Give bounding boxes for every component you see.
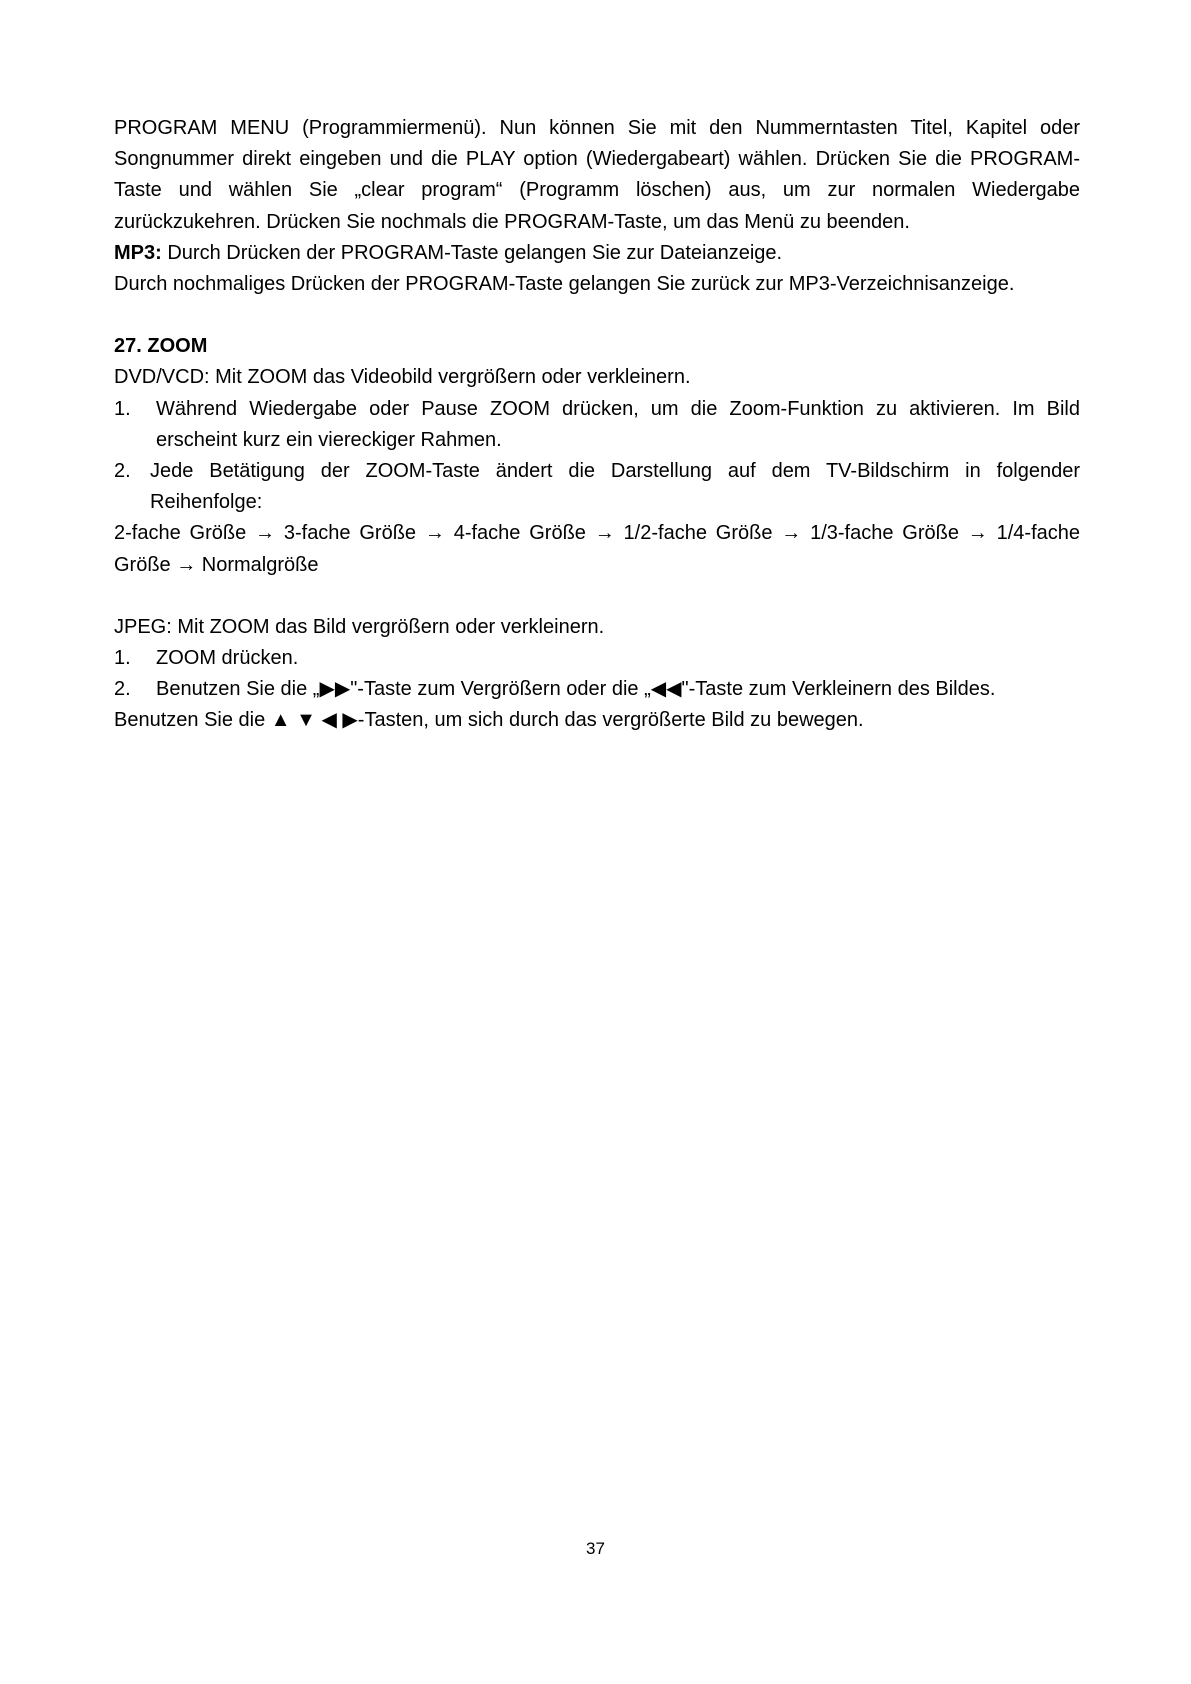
jpeg-navigation: Benutzen Sie die ▲ ▼ ◀ ▶-Tasten, um sich durch das vergrößerte Bild zu bewegen. xyxy=(114,709,864,732)
list-text: Benutzen Sie die „▶▶"-Taste zum Vergrößern oder die „◀◀"-Taste zum Verkleinern des Bildes. xyxy=(156,678,996,701)
spacer xyxy=(114,300,1080,331)
list-number: 1. xyxy=(114,647,131,670)
dvd-vcd-intro: DVD/VCD: Mit ZOOM das Videobild vergrößern oder verkleinern. xyxy=(114,366,691,389)
list-number: 2. xyxy=(114,678,131,701)
jpeg-step-2 xyxy=(114,674,1080,705)
jpeg-intro: JPEG: Mit ZOOM das Bild vergrößern oder verkleinern. xyxy=(114,615,605,638)
list-text: ZOOM drücken. xyxy=(156,647,299,670)
spacer xyxy=(114,581,1080,612)
list-text: Jede Betätigung der ZOOM-Taste ändert die Darstellung auf dem TV-Bildschirm in folgender Reihenfolge: xyxy=(150,460,1080,514)
section-heading: 27. ZOOM xyxy=(114,335,208,358)
document-page xyxy=(114,113,1080,737)
mp3-paragraph xyxy=(114,238,1080,269)
mp3-second-line: Durch nochmaliges Drücken der PROGRAM-Taste gelangen Sie zurück zur MP3-Verzeichnisanzeige. xyxy=(114,273,1015,296)
program-menu-paragraph: PROGRAM MENU (Programmiermenü). Nun können Sie mit den Nummerntasten Titel, Kapitel oder Songnummer direkt eingeben und die PLAY option (Wiedergabeart) wählen. Drücken Sie die PROGRAM-Taste und wählen Sie „clear program“ (Programm löschen) aus, um zur normalen Wiedergabe zurückzukehren. Drücken Sie nochmals die PROGRAM-Taste, um das Menü zu beenden. xyxy=(114,117,1080,233)
zoom-sequence: 2-fache Größe → 3-fache Größe → 4-fache Größe → 1/2-fache Größe → 1/3-fache Größe → 1/4-fache Größe → Normalgröße xyxy=(114,522,1080,576)
jpeg-step-1 xyxy=(114,643,1080,674)
mp3-text: Durch Drücken der PROGRAM-Taste gelangen Sie zur Dateianzeige. xyxy=(161,241,783,264)
list-number: 1. xyxy=(114,397,131,420)
page-number: 37 xyxy=(586,1539,605,1558)
mp3-label: MP3: xyxy=(114,241,162,264)
list-number: 2. xyxy=(114,460,131,483)
list-text: Während Wiedergabe oder Pause ZOOM drücken, um die Zoom-Funktion zu aktivieren. Im Bild erscheint kurz ein viereckiger Rahmen. xyxy=(156,397,1080,451)
dvd-step-1 xyxy=(114,394,1080,456)
dvd-step-2 xyxy=(114,456,1080,518)
